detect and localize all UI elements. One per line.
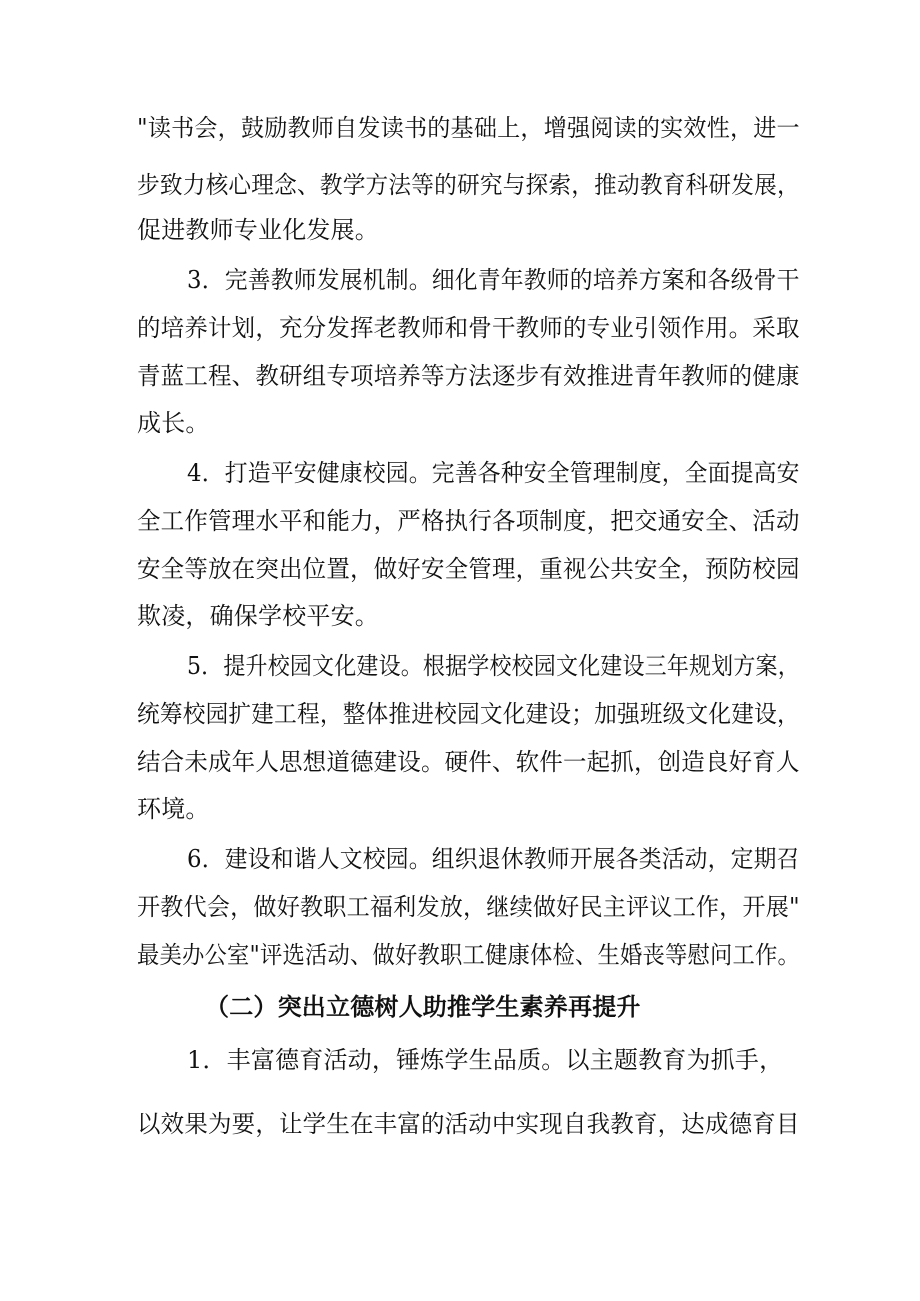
text-line: 最美办公室"评选活动、做好教职工健康体检、生婚丧等慰问工作。 <box>137 941 801 969</box>
text-line: 步致力核心理念、教学方法等的研究与探索，推动教育科研发展， <box>137 171 800 199</box>
text-line: 6．建设和谐人文校园。组织退休教师开展各类活动，定期召 <box>187 845 800 873</box>
text-line: "读书会，鼓励教师自发读书的基础上，增强阅读的实效性，进一 <box>137 114 800 142</box>
text-line: 以效果为要，让学生在丰富的活动中实现自我教育，达成德育目 <box>137 1110 800 1138</box>
text-line: 统筹校园扩建工程，整体推进校园文化建设；加强班级文化建设， <box>137 700 800 728</box>
text-line: 促进教师专业化发展。 <box>137 216 379 244</box>
text-line: 全工作管理水平和能力，严格执行各项制度，把交通安全、活动 <box>137 507 800 535</box>
text-line: 的培养计划，充分发挥老教师和骨干教师的专业引领作用。采取 <box>137 314 800 342</box>
text-line: 安全等放在突出位置，做好安全管理，重视公共安全，预防校园 <box>137 555 800 583</box>
text-line: 5．提升校园文化建设。根据学校校园文化建设三年规划方案， <box>187 652 800 680</box>
text-line: 1．丰富德育活动，锤炼学生品质。以主题教育为抓手， <box>187 1046 784 1074</box>
text-line: 环境。 <box>137 795 210 823</box>
section-heading: （二）突出立德树人助推学生素养再提升 <box>205 993 641 1021</box>
text-line: 3．完善教师发展机制。细化青年教师的培养方案和各级骨干 <box>187 266 800 294</box>
text-line: 欺凌，确保学校平安。 <box>137 602 379 630</box>
text-line: 青蓝工程、教研组专项培养等方法逐步有效推进青年教师的健康 <box>137 362 800 390</box>
text-line: 结合未成年人思想道德建设。硬件、软件一起抓，创造良好育人 <box>137 748 800 776</box>
text-line: 成长。 <box>137 409 210 437</box>
text-line: 开教代会，做好教职工福利发放，继续做好民主评议工作，开展" <box>137 893 800 921</box>
text-line: 4．打造平安健康校园。完善各种安全管理制度，全面提高安 <box>187 459 800 487</box>
